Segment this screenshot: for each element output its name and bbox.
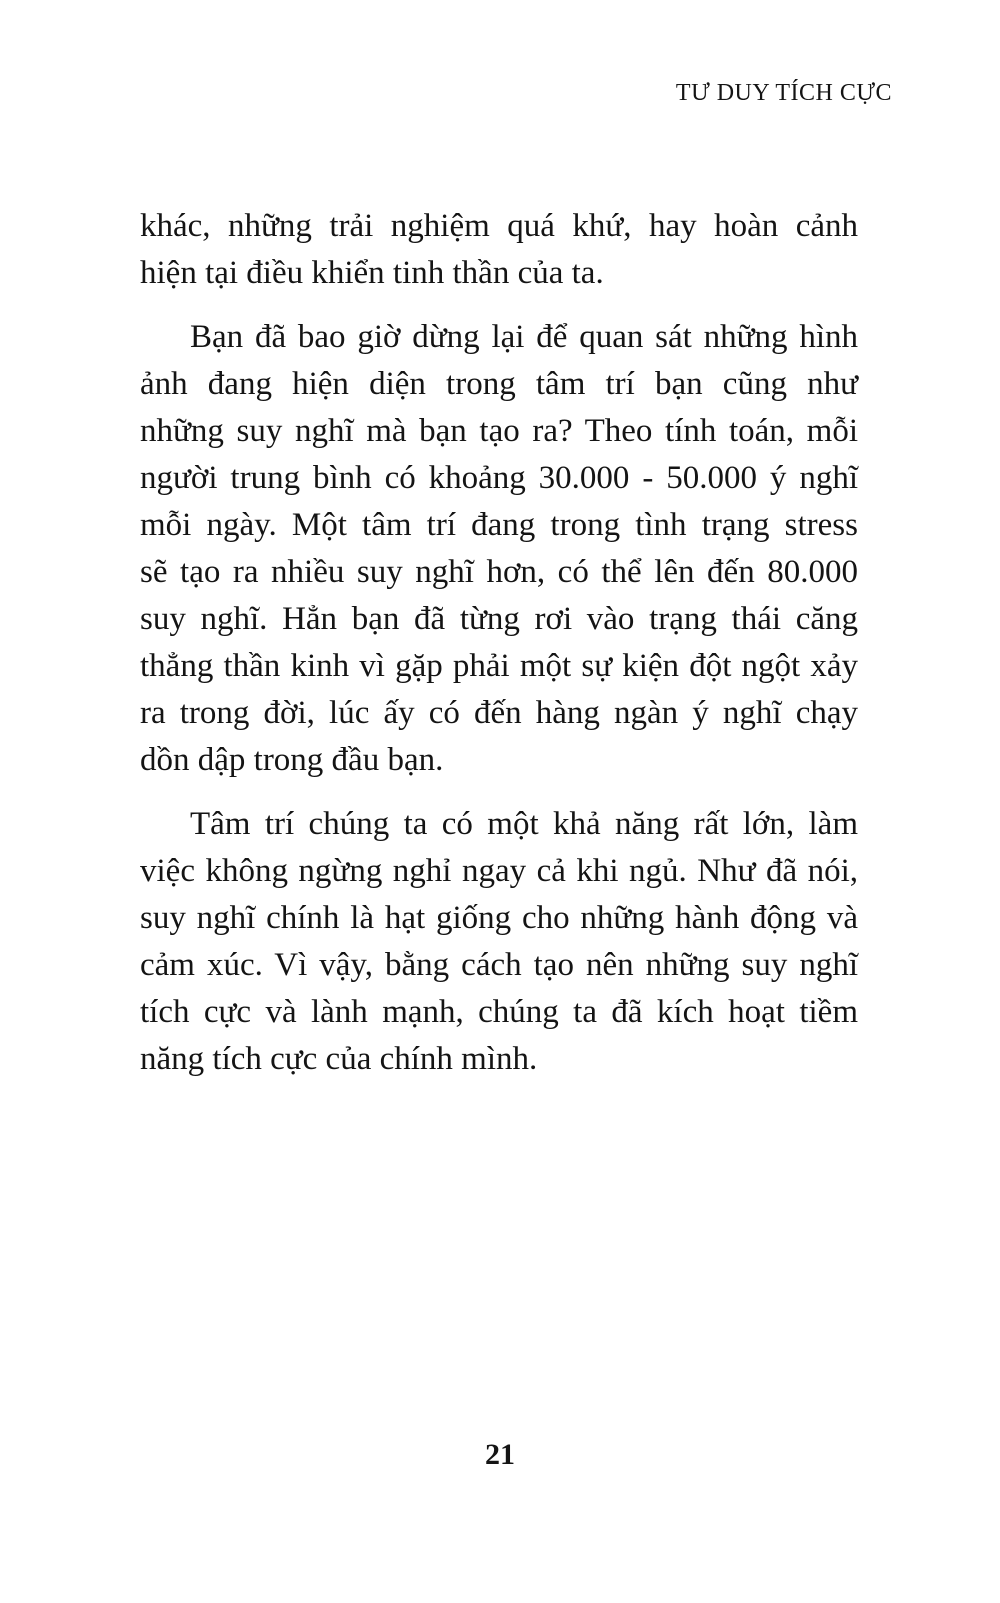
text-line: Tâm trí chúng ta có một khả năng rất lớn, làm (190, 806, 858, 842)
text-line: Bạn đã bao giờ dừng lại để quan sát những hình (190, 319, 858, 355)
text-line: ra trong đời, lúc ấy có đến hàng ngàn ý nghĩ chạy (140, 695, 858, 731)
body-text (140, 203, 858, 1100)
text-line: thẳng thần kinh vì gặp phải một sự kiện đột ngột xảy (140, 648, 858, 684)
running-head: TƯ DUY TÍCH CỰC (675, 80, 892, 106)
text-line: ảnh đang hiện diện trong tâm trí bạn cũng như (140, 366, 858, 402)
paragraph-2 (140, 314, 858, 784)
text-line: việc không ngừng nghỉ ngay cả khi ngủ. Như đã nói, (140, 853, 858, 889)
text-line: khác, những trải nghiệm quá khứ, hay hoàn cảnh (140, 208, 858, 244)
text-line: dồn dập trong đầu bạn. (140, 742, 444, 778)
text-line: mỗi ngày. Một tâm trí đang trong tình trạng stress (140, 507, 858, 543)
text-line: suy nghĩ chính là hạt giống cho những hành động và (140, 900, 858, 936)
text-line: tích cực và lành mạnh, chúng ta đã kích hoạt tiềm (140, 994, 858, 1030)
text-line: sẽ tạo ra nhiều suy nghĩ hơn, có thể lên đến 80.000 (140, 554, 858, 590)
text-line: người trung bình có khoảng 30.000 - 50.000 ý nghĩ (140, 460, 858, 496)
paragraph-1 (140, 203, 858, 297)
text-line: cảm xúc. Vì vậy, bằng cách tạo nên những suy nghĩ (140, 947, 858, 983)
text-line: suy nghĩ. Hẳn bạn đã từng rơi vào trạng thái căng (140, 601, 858, 637)
paragraph-3 (140, 801, 858, 1083)
page-number: 21 (485, 1438, 515, 1471)
text-line: những suy nghĩ mà bạn tạo ra? Theo tính toán, mỗi (140, 413, 858, 449)
text-line: hiện tại điều khiển tinh thần của ta. (140, 255, 604, 291)
text-line: năng tích cực của chính mình. (140, 1041, 538, 1077)
